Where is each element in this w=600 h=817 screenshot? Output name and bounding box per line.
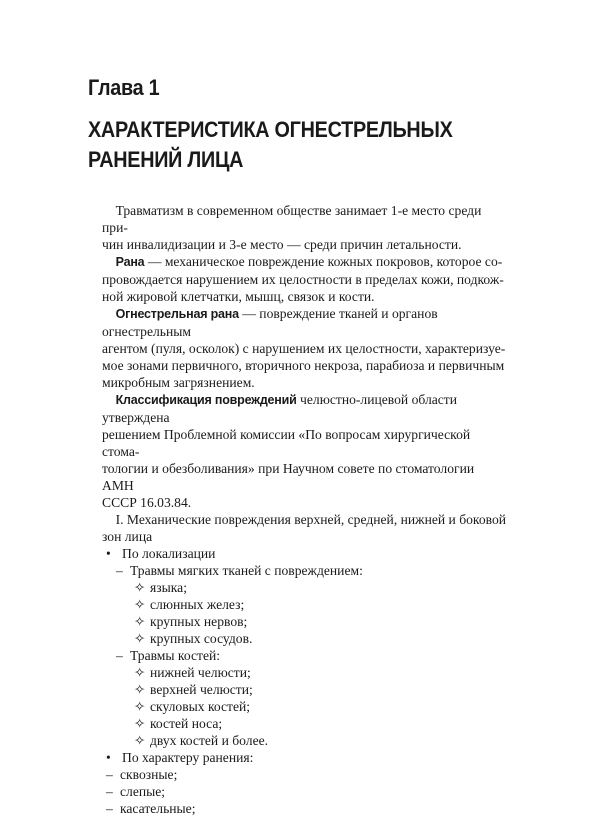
list-item: • По локализации: [106, 546, 216, 561]
text-line: Травматизм в современном обществе занимает 1-е место среди при-: [102, 203, 482, 235]
diamond-icon: ✧: [134, 614, 146, 629]
dash-icon: –: [116, 648, 123, 663]
list-item: ✧ нижней челюсти;: [134, 665, 251, 680]
body-text: [102, 202, 508, 817]
text-line: Рана — механическое повреждение кожных покровов, которое со-: [115, 254, 503, 269]
text-line: Классификация повреждений челюстно-лицевой области утверждена: [102, 392, 458, 425]
list-item: ✧ скуловых костей;: [134, 699, 251, 714]
diamond-icon: ✧: [134, 580, 146, 595]
chapter-title-line: ХАРАКТЕРИСТИКА ОГНЕСТРЕЛЬНЫХ: [88, 117, 453, 142]
text-line: СССР 16.03.84.: [102, 495, 192, 510]
list-item: – сквозные;: [106, 767, 178, 782]
chapter-title: [88, 115, 556, 175]
text-line: чин инвалидизации и 3-е место — среди причин летальности.: [102, 237, 462, 252]
dash-icon: –: [106, 767, 113, 782]
list-item: ✧ двух костей и более.: [134, 733, 269, 748]
dash-icon: –: [116, 563, 123, 578]
diamond-icon: ✧: [134, 682, 146, 697]
list-item: ✧ костей носа;: [134, 716, 223, 731]
bullet-icon: •: [106, 750, 111, 765]
diamond-icon: ✧: [134, 699, 146, 714]
bullet-icon: •: [106, 546, 111, 561]
dash-icon: –: [106, 801, 113, 816]
list-item: – Травмы костей:: [116, 648, 221, 663]
list-item: ✧ верхней челюсти;: [134, 682, 253, 697]
text-line: микробным загрязнением.: [102, 375, 255, 390]
text-line: мое зонами первичного, вторичного некроза, парабиоза и первичным: [102, 358, 505, 373]
chapter-title-line: РАНЕНИЙ ЛИЦА: [88, 147, 244, 172]
term-bold: Рана: [115, 255, 145, 269]
diamond-icon: ✧: [134, 733, 146, 748]
list-item: • По характеру ранения:: [106, 750, 254, 765]
dash-icon: –: [106, 784, 113, 799]
text-line: I. Механические повреждения верхней, средней, нижней и боковой: [115, 512, 507, 527]
list-item: ✧ слюнных желез;: [134, 597, 245, 612]
list-item: ✧ языка;: [134, 580, 187, 595]
list-item: – касательные;: [106, 801, 196, 816]
diamond-icon: ✧: [134, 631, 146, 646]
text-line: провождается нарушением их целостности в пределах кожи, подкож-: [102, 272, 504, 287]
list-item: ✧ крупных нервов;: [134, 614, 248, 629]
text-line: Огнестрельная рана — повреждение тканей и органов огнестрельным: [102, 306, 438, 339]
list-item: ✧ крупных сосудов.: [134, 631, 253, 646]
list-item: – Травмы мягких тканей с повреждением:: [116, 563, 363, 578]
text-line: зон лица: [102, 529, 153, 544]
diamond-icon: ✧: [134, 716, 146, 731]
term-bold: Огнестрельная рана: [115, 307, 239, 321]
text-line: решением Проблемной комиссии «По вопросам хирургической стома-: [102, 427, 471, 459]
chapter-number: Глава 1: [88, 75, 160, 100]
text-line: тологии и обезболивания» при Научном совете по стоматологии АМН: [102, 461, 475, 493]
term-bold: Классификация повреждений: [115, 393, 297, 407]
diamond-icon: ✧: [134, 665, 146, 680]
diamond-icon: ✧: [134, 597, 146, 612]
list-item: – слепые;: [106, 784, 166, 799]
text-line: ной жировой клетчатки, мышц, связок и кости.: [102, 289, 375, 304]
text-line: агентом (пуля, осколок) с нарушением их целостности, характеризуе-: [102, 341, 506, 356]
